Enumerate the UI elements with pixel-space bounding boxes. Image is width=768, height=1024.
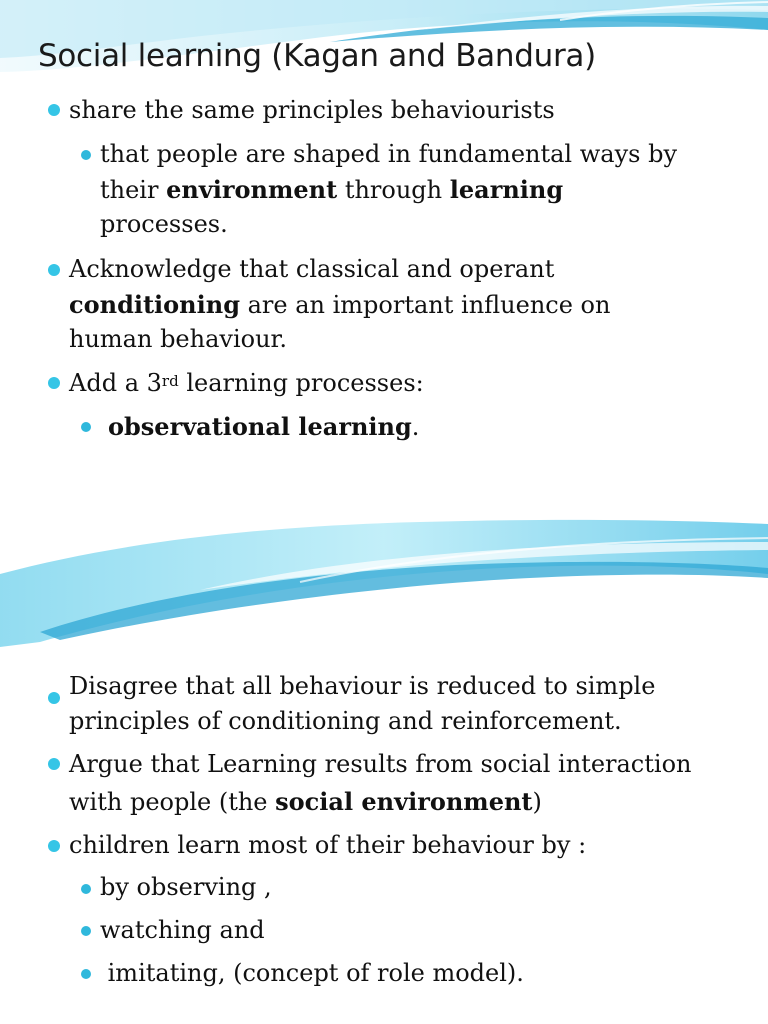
bullet-argue-line-1: Argue that Learning results from social interaction xyxy=(69,750,692,778)
bullet-acknowledge-line-1: Acknowledge that classical and operant xyxy=(69,255,555,283)
sub-bullet-observing: by observing , xyxy=(100,873,272,901)
bullet-disagree-line-2: principles of conditioning and reinforcement. xyxy=(69,707,622,735)
bullet-icon xyxy=(81,884,91,894)
bullet-icon xyxy=(81,969,91,979)
bullet-third-process: Add a 3rd learning processes: xyxy=(69,369,424,397)
bullet-icon xyxy=(48,840,60,852)
bullet-share-principles: share the same principles behaviourists xyxy=(69,96,555,124)
bullet-acknowledge-line-2: conditioning are an important influence on xyxy=(69,290,611,319)
sub-bullet-observational: observational learning. xyxy=(108,412,420,441)
bullet-argue-line-2: with people (the social environment) xyxy=(69,787,542,816)
sub-bullet-line-1: that people are shaped in fundamental ways by xyxy=(100,140,678,168)
bullet-icon xyxy=(48,264,60,276)
bullet-icon xyxy=(81,926,91,936)
bullet-icon xyxy=(48,104,60,116)
bullet-icon xyxy=(48,692,60,704)
sub-bullet-line-3: processes. xyxy=(100,210,228,238)
bullet-icon xyxy=(81,422,91,432)
bullet-acknowledge-line-3: human behaviour. xyxy=(69,325,288,353)
bullet-icon xyxy=(81,150,91,160)
slide-title: Social learning (Kagan and Bandura) xyxy=(38,38,596,74)
sub-bullet-watching: watching and xyxy=(100,916,265,944)
sub-bullet-imitating: imitating, (concept of role model). xyxy=(100,959,524,987)
bullet-icon xyxy=(48,377,60,389)
bullet-children-learn: children learn most of their behaviour by : xyxy=(69,831,587,859)
sub-bullet-line-2: their environment through learning xyxy=(100,175,564,204)
header-wave-decoration xyxy=(0,512,768,652)
slide-2 xyxy=(0,512,768,1024)
bullet-icon xyxy=(48,758,60,770)
bullet-disagree-line-1: Disagree that all behaviour is reduced to simple xyxy=(69,672,656,700)
